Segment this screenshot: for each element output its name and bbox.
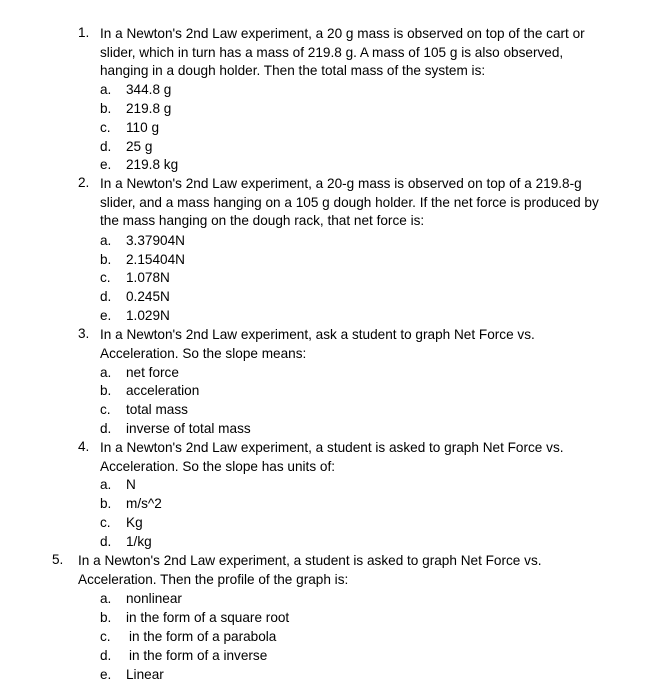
answer-option[interactable]	[0, 100, 650, 119]
option-letter: a.	[100, 365, 112, 380]
option-text: 1.029N	[126, 308, 170, 323]
question-line: Acceleration. So the slope means:	[100, 345, 307, 361]
option-letter: d.	[100, 289, 112, 304]
option-text: 219.8 g	[126, 101, 172, 116]
option-letter: a.	[100, 82, 112, 97]
option-letter: c.	[100, 402, 111, 417]
option-text: 344.8 g	[126, 82, 172, 97]
option-text: 1.078N	[126, 270, 170, 285]
answer-option[interactable]	[0, 401, 650, 420]
question-text	[100, 25, 585, 81]
answer-option[interactable]	[0, 476, 650, 495]
option-letter: b.	[100, 496, 112, 511]
option-letter: c.	[100, 629, 111, 644]
option-text: 3.37904N	[126, 233, 185, 248]
option-text: N	[126, 477, 136, 492]
option-text: Linear	[126, 667, 164, 682]
question-text	[78, 552, 542, 589]
answer-option[interactable]	[0, 647, 650, 666]
option-letter: c.	[100, 515, 111, 530]
question-line: In a Newton's 2nd Law experiment, ask a student to graph Net Force vs.	[100, 327, 535, 342]
option-text: 1/kg	[126, 534, 152, 549]
option-text: total mass	[126, 402, 188, 417]
option-letter: b.	[100, 383, 112, 398]
option-letter: a.	[100, 233, 112, 248]
question-number: 3.	[78, 326, 90, 341]
answer-option[interactable]	[0, 628, 650, 647]
option-letter: a.	[100, 477, 112, 492]
question-line: the mass hanging on the dough rack, that net force is:	[100, 213, 425, 229]
option-letter: b.	[100, 252, 112, 267]
question-line: In a Newton's 2nd Law experiment, a student is asked to graph Net Force vs.	[78, 553, 542, 568]
question-text	[100, 439, 564, 476]
answer-option[interactable]	[0, 251, 650, 270]
question-text	[100, 175, 599, 231]
option-text: in the form of a inverse	[129, 648, 268, 663]
option-letter: e.	[100, 157, 112, 172]
option-letter: a.	[100, 591, 112, 606]
option-text: nonlinear	[126, 591, 182, 606]
question-number: 1.	[78, 25, 90, 40]
option-letter: b.	[100, 101, 112, 116]
answer-option[interactable]	[0, 420, 650, 439]
answer-option[interactable]	[0, 156, 650, 175]
answer-option[interactable]	[0, 81, 650, 100]
question-text	[100, 326, 535, 363]
answer-option[interactable]	[0, 269, 650, 288]
option-text: acceleration	[126, 383, 200, 398]
question-line: In a Newton's 2nd Law experiment, a student is asked to graph Net Force vs.	[100, 440, 564, 455]
option-text: in the form of a parabola	[129, 629, 277, 644]
answer-option[interactable]	[0, 138, 650, 157]
option-text: 2.15404N	[126, 252, 185, 267]
option-text: net force	[126, 365, 179, 380]
answer-option[interactable]	[0, 307, 650, 326]
option-text: 219.8 kg	[126, 157, 179, 172]
option-letter: d.	[100, 421, 112, 436]
answer-option[interactable]	[0, 364, 650, 383]
answer-option[interactable]	[0, 495, 650, 514]
answer-option[interactable]	[0, 514, 650, 533]
option-letter: c.	[100, 270, 111, 285]
option-text: 110 g	[126, 120, 160, 135]
question-number: 5.	[52, 552, 64, 567]
answer-option[interactable]	[0, 666, 650, 685]
answer-option[interactable]	[0, 533, 650, 552]
answer-option[interactable]	[0, 119, 650, 138]
option-text: in the form of a square root	[126, 610, 290, 625]
question-line: hanging in a dough holder. Then the total mass of the system is:	[100, 63, 486, 79]
question-line: Acceleration. Then the profile of the graph is:	[78, 571, 349, 587]
answer-option[interactable]	[0, 382, 650, 401]
option-letter: b.	[100, 610, 112, 625]
question-line: In a Newton's 2nd Law experiment, a 20 g mass is observed on top of the cart or	[100, 26, 585, 41]
answer-option[interactable]	[0, 232, 650, 251]
question-line: slider, and a mass hanging on a 105 g dough holder. If the net force is produced by	[100, 194, 599, 210]
option-text: m/s^2	[126, 496, 162, 511]
option-letter: d.	[100, 139, 112, 154]
option-letter: c.	[100, 120, 111, 135]
option-text: inverse of total mass	[126, 421, 251, 436]
question-number: 4.	[78, 439, 90, 454]
answer-option[interactable]	[0, 609, 650, 628]
question-line: In a Newton's 2nd Law experiment, a 20-g mass is observed on top of a 219.8-g	[100, 176, 582, 191]
option-text: Kg	[126, 515, 143, 530]
option-letter: e.	[100, 667, 112, 682]
option-letter: d.	[100, 534, 112, 549]
answer-option[interactable]	[0, 590, 650, 609]
question-line: Acceleration. So the slope has units of:	[100, 458, 336, 474]
question-number: 2.	[78, 175, 90, 190]
option-letter: e.	[100, 308, 112, 323]
option-text: 0.245N	[126, 289, 170, 304]
question-line: slider, which in turn has a mass of 219.8 g. A mass of 105 g is also observed,	[100, 44, 564, 60]
option-text: 25 g	[126, 139, 153, 154]
option-letter: d.	[100, 648, 112, 663]
answer-option[interactable]	[0, 288, 650, 307]
